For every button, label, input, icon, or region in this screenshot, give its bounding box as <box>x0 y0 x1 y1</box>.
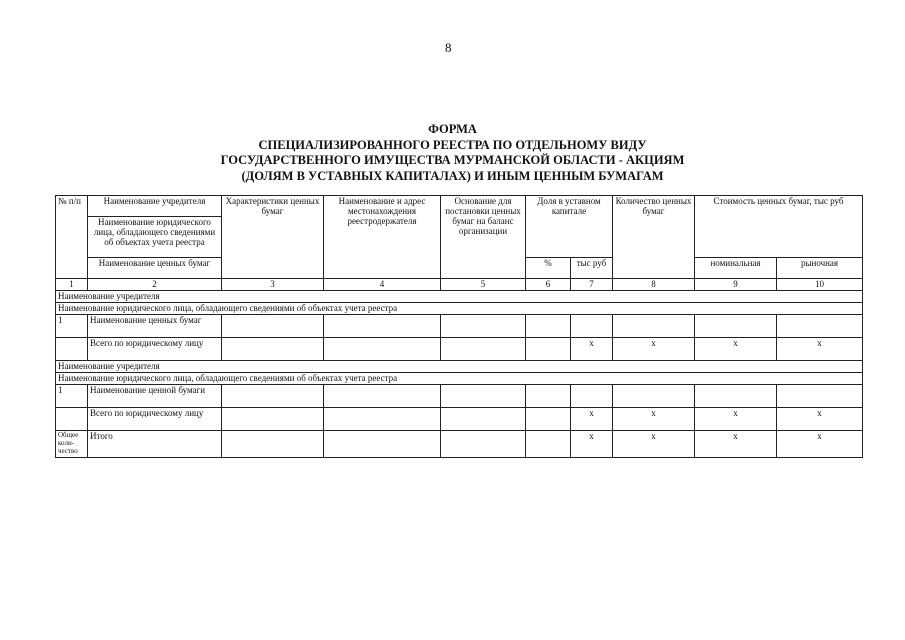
empty-cell <box>526 408 571 431</box>
grand-total-row <box>56 431 863 458</box>
empty-cell <box>324 431 441 458</box>
col-number: 1 <box>56 279 88 291</box>
header-value: Стоимость ценных бумаг, тыс руб <box>695 196 863 258</box>
group2-total-label: Всего по юридическому лицу <box>88 408 222 431</box>
x-mark: x <box>571 408 613 431</box>
col-number: 6 <box>526 279 571 291</box>
empty-cell <box>441 338 526 361</box>
group2-item-name: Наименование ценной бумаги <box>88 385 222 408</box>
group2-founder: Наименование учредителя <box>56 361 863 373</box>
empty-cell <box>324 385 441 408</box>
empty-cell <box>613 315 695 338</box>
title-line-4: (ДОЛЯМ В УСТАВНЫХ КАПИТАЛАХ) И ИНЫМ ЦЕННЫМ БУМАГАМ <box>241 168 664 183</box>
group1-item-row <box>56 315 863 338</box>
group2-item-row <box>56 385 863 408</box>
col-number: 7 <box>571 279 613 291</box>
group1-total-label: Всего по юридическому лицу <box>88 338 222 361</box>
empty-cell <box>324 338 441 361</box>
column-numbers-row <box>56 279 863 291</box>
x-mark: x <box>695 431 777 458</box>
group1-founder: Наименование учредителя <box>56 291 863 303</box>
document-title <box>0 122 905 184</box>
empty-cell <box>222 408 324 431</box>
group1-row-number: 1 <box>56 315 88 338</box>
x-mark: x <box>571 431 613 458</box>
col-number: 3 <box>222 279 324 291</box>
title-line-3: ГОСУДАРСТВЕННОГО ИМУЩЕСТВА МУРМАНСКОЙ ОБЛАСТИ - АКЦИЯМ <box>220 153 685 167</box>
header-percent: % <box>526 258 571 279</box>
col-number: 4 <box>324 279 441 291</box>
empty-cell <box>222 431 324 458</box>
x-mark: x <box>777 338 863 361</box>
group1-founder-row <box>56 291 863 303</box>
empty-cell <box>441 408 526 431</box>
empty-cell <box>695 385 777 408</box>
empty-cell <box>613 385 695 408</box>
group2-row-number: 1 <box>56 385 88 408</box>
empty-cell <box>526 431 571 458</box>
grand-total-label: Итого <box>88 431 222 458</box>
header-characteristics: Характеристики ценных бумаг <box>222 196 324 279</box>
empty-cell <box>441 431 526 458</box>
x-mark: x <box>777 431 863 458</box>
empty-cell <box>526 385 571 408</box>
header-legal-entity: Наименование юридического лица, обладающего сведениями об объектах учета реестра <box>88 217 222 258</box>
registry-table <box>55 195 863 458</box>
empty-cell <box>777 315 863 338</box>
empty-cell <box>222 338 324 361</box>
empty-cell <box>222 315 324 338</box>
header-founder: Наименование учредителя <box>88 196 222 217</box>
empty-cell <box>56 338 88 361</box>
group1-entity-row <box>56 303 863 315</box>
empty-cell <box>777 385 863 408</box>
x-mark: x <box>613 338 695 361</box>
x-mark: x <box>695 338 777 361</box>
group2-total-row <box>56 408 863 431</box>
col-number: 9 <box>695 279 777 291</box>
header-market: рыночная <box>777 258 863 279</box>
group2-entity-row <box>56 373 863 385</box>
empty-cell <box>526 338 571 361</box>
col-number: 2 <box>88 279 222 291</box>
col-number: 10 <box>777 279 863 291</box>
header-col-number: № п/п <box>56 196 88 279</box>
header-registrar: Наименование и адрес местонахождения реестродержателя <box>324 196 441 279</box>
header-row-1 <box>56 196 863 217</box>
empty-cell <box>324 315 441 338</box>
header-basis: Основание для постановки ценных бумаг на баланс организации <box>441 196 526 279</box>
group1-entity: Наименование юридического лица, обладающего сведениями об объектах учета реестра <box>56 303 863 315</box>
header-nominal: номинальная <box>695 258 777 279</box>
col-number: 8 <box>613 279 695 291</box>
x-mark: x <box>695 408 777 431</box>
empty-cell <box>571 385 613 408</box>
empty-cell <box>56 408 88 431</box>
x-mark: x <box>613 408 695 431</box>
group1-total-row <box>56 338 863 361</box>
x-mark: x <box>571 338 613 361</box>
page-number: 8 <box>445 40 452 55</box>
title-line-2: СПЕЦИАЛИЗИРОВАННОГО РЕЕСТРА ПО ОТДЕЛЬНОМУ ВИДУ <box>258 137 647 152</box>
grand-total-count-label: Общее коли-чество <box>56 431 88 458</box>
header-securities-name: Наименование ценных бумаг <box>88 258 222 279</box>
empty-cell <box>526 315 571 338</box>
empty-cell <box>441 315 526 338</box>
empty-cell <box>222 385 324 408</box>
header-share-capital: Доля в уставном капитале <box>526 196 613 258</box>
x-mark: x <box>613 431 695 458</box>
title-line-1: ФОРМА <box>428 122 477 136</box>
empty-cell <box>324 408 441 431</box>
empty-cell <box>571 315 613 338</box>
header-quantity: Количество ценных бумаг <box>613 196 695 279</box>
empty-cell <box>695 315 777 338</box>
group2-founder-row <box>56 361 863 373</box>
col-number: 5 <box>441 279 526 291</box>
group2-entity: Наименование юридического лица, обладающего сведениями об объектах учета реестра <box>56 373 863 385</box>
x-mark: x <box>777 408 863 431</box>
group1-item-name: Наименование ценных бумаг <box>88 315 222 338</box>
header-thousand-rub: тыс руб <box>571 258 613 279</box>
empty-cell <box>441 385 526 408</box>
